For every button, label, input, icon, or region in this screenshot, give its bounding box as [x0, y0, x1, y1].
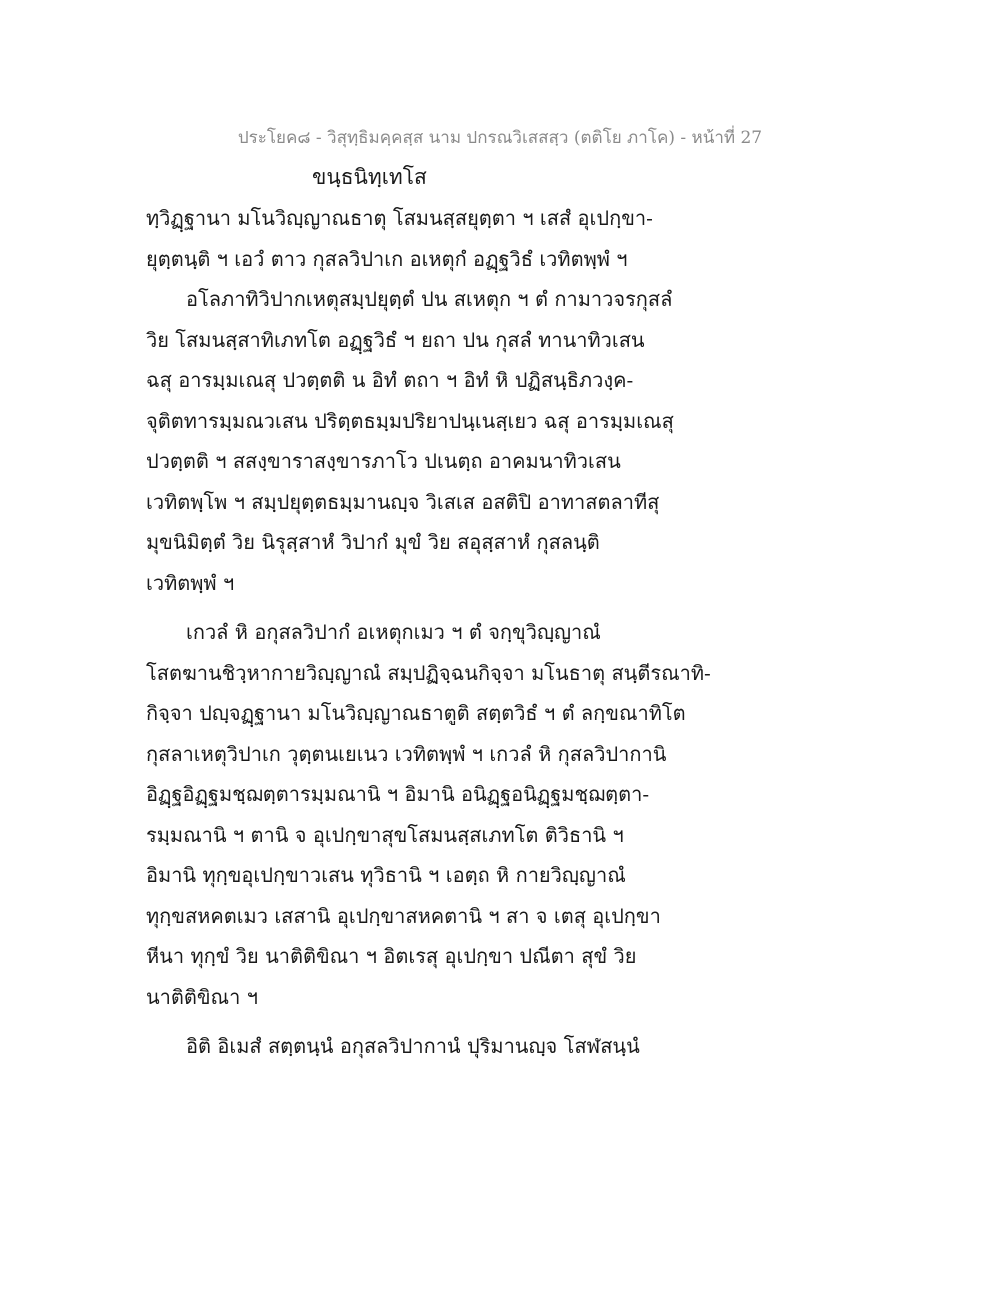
text-line: ทฺวิฏฺฐานา มโนวิญฺญาณธาตุ โสมนสฺสยุตฺตา ฯ เสสํ อุเปกฺขา- [146, 206, 653, 230]
text-line: วิย โสมนสฺสาทิเภทโต อฏฺฐวิธํ ฯ ยถา ปน กุสลํ ทานาทิวเสน [146, 327, 645, 352]
text-line: เวทิตพฺโพ ฯ สมฺปยุตฺตธมฺมานญฺจ วิเสเส อสติปิ อาทาสตลาทีสุ [146, 489, 660, 514]
text-line: นาติติขิณา ฯ [146, 984, 258, 1009]
paragraph [146, 1026, 706, 1067]
text-line: กุสลาเหตุวิปาเก วุตฺตนเยเนว เวทิตพฺพํ ฯ เกวลํ หิ กุสลวิปากานิ [146, 741, 667, 766]
text-line: หีนา ทุกฺขํ วิย นาติติขิณา ฯ อิตเรสุ อุเปกฺขา ปณีตา สุขํ วิย [146, 944, 637, 968]
text-line: ฉสุ อารมฺมเณสุ ปวตฺตติ น อิทํ ตถา ฯ อิทํ หิ ปฏิสนฺธิภวงฺค- [146, 368, 634, 392]
page-header: ประโยค๘ - วิสุทฺธิมคฺคสฺส นาม ปกรณวิเสสสฺว (ตติโย ภาโค) - หน้าที่ 27 [237, 128, 763, 148]
text-line: เวทิตพฺพํ ฯ [146, 570, 235, 595]
text-line: โสตฆานชิวฺหากายวิญฺญาณํ สมฺปฏิจฺฉนกิจฺจา มโนธาตุ สนฺตีรณาทิ- [146, 660, 711, 685]
text-line: อิติ อิเมสํ สตฺตนฺนํ อกุสลวิปากานํ ปุริมานญฺจ โสฬสนฺนํ [186, 1034, 640, 1058]
paragraph [146, 279, 706, 603]
text-line: อโลภาทิวิปากเหตุสมฺปยุตฺตํ ปน สเหตุก ฯ ตํ กามาวจรกุสลํ [186, 287, 673, 311]
text-line: รมฺมณานิ ฯ ตานิ จ อุเปกฺขาสุขโสมนสฺสเภทโต ติวิธานิ ฯ [146, 822, 624, 847]
text-line: ปวตฺตติ ฯ สสงฺขาราสงฺขารภาโว ปเนตฺถ อาคมนาทิวเสน [146, 449, 621, 473]
text-line: อิมานิ ทุกฺขอุเปกฺขาวเสน ทุวิธานิ ฯ เอตฺถ หิ กายวิญฺญาณํ [146, 863, 626, 887]
text-line: ยุตฺตนฺติ ฯ เอวํ ตาว กุสลวิปาเก อเหตุกํ อฏฺฐวิธํ เวทิตพฺพํ ฯ [146, 246, 628, 271]
text-line: กิจฺจา ปญฺจฏฺฐานา มโนวิญฺญาณธาตูติ สตฺตวิธํ ฯ ตํ ลกฺขณาทิโต [146, 701, 686, 725]
text-line: อิฏฺฐอิฏฺฐมชฺฌตฺตารมฺมณานิ ฯ อิมานิ อนิฏฺฐอนิฏฺฐมชฺฌตฺตา- [146, 782, 650, 806]
text-line: มุขนิมิตฺตํ วิย นิรุสฺสาหํ วิปากํ มุขํ วิย สอุสฺสาหํ กุสลนฺติ [146, 530, 600, 554]
section-title: ขนฺธนิทฺเทโส [312, 165, 427, 189]
text-line: เกวลํ หิ อกุสลวิปากํ อเหตุกเมว ฯ ตํ จกฺขุวิญฺญาณํ [186, 620, 601, 644]
body-text [146, 198, 711, 1067]
paragraph [146, 612, 711, 1017]
text-line: ทุกฺขสหคตเมว เสสานิ อุเปกฺขาสหคตานิ ฯ สา จ เตสุ อุเปกฺขา [146, 903, 661, 928]
paragraph [146, 198, 706, 279]
text-line: จุติตทารมฺมณวเสน ปริตฺตธมฺมปริยาปนฺเนสฺเยว ฉสุ อารมฺมเณสุ [146, 408, 674, 433]
